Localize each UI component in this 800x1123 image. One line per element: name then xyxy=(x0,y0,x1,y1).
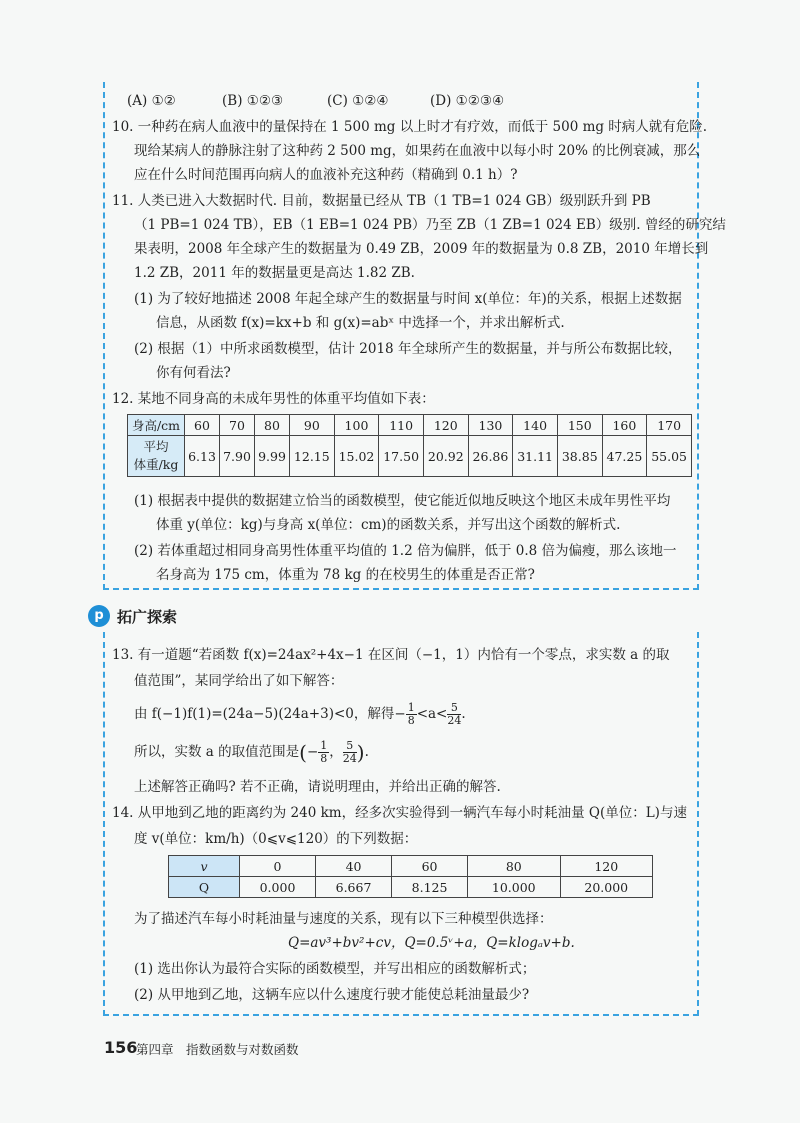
q-cell: 20.000 xyxy=(560,877,653,898)
q13-solution-line: 由 f(−1)f(1)=(24a−5)(24a+3)<0，解得− $\frac{1}{8}$ <a< $\frac{5}{24}$ . xyxy=(134,701,466,727)
table-row xyxy=(169,856,653,877)
height-cell: 170 xyxy=(647,415,692,436)
table-row xyxy=(128,415,692,436)
q13-range-line: 所以，实数 a 的取值范围是(− $\frac{1}{8}$ ， $\frac{5}{24}$ ). xyxy=(134,739,369,765)
q-cell: 0.000 xyxy=(240,877,316,898)
height-cell: 150 xyxy=(557,415,602,436)
weight-cell: 47.25 xyxy=(602,436,647,477)
height-cell: 80 xyxy=(255,415,290,436)
option-b: (B) ①②③ xyxy=(222,93,284,109)
q13-line: 上述解答正确吗? 若不正确，请说明理由，并给出正确的解答. xyxy=(134,779,501,795)
q14-line: 为了描述汽车每小时耗油量与速度的关系，现有以下三种模型供选择： xyxy=(134,911,553,927)
weight-cell: 26.86 xyxy=(468,436,513,477)
fraction xyxy=(447,702,461,727)
fuel-table xyxy=(168,855,653,898)
q10-line: 10. 一种药在病人血液中的量保持在 1 500 mg 以上时才有疗效，而低于 500 mg 时病人就有危险. xyxy=(112,119,708,135)
denominator: 24 xyxy=(447,714,462,727)
q11-sub: 你有何看法? xyxy=(156,365,231,381)
fraction xyxy=(318,740,329,765)
v-cell: 40 xyxy=(316,856,392,877)
option-d: (D) ①②③④ xyxy=(430,93,505,109)
fraction xyxy=(406,702,417,727)
height-cell: 100 xyxy=(334,415,379,436)
denominator: 8 xyxy=(407,714,415,727)
q12-sub: (1) 根据表中提供的数据建立恰当的函数模型，使它能近似地反映这个地区未成年男性平均 xyxy=(134,493,671,509)
q13-text: <a< xyxy=(416,706,448,722)
q14-models: Q=av³+bv²+cv，Q=0.5ᵛ+a，Q=klogₐv+b. xyxy=(288,935,575,951)
v-header: v xyxy=(169,856,240,877)
q11-line: 1.2 ZB，2011 年的数据量更是高达 1.82 ZB. xyxy=(134,265,415,281)
section-title: 拓广探索 xyxy=(117,608,178,626)
weight-cell: 12.15 xyxy=(290,436,335,477)
height-cell: 120 xyxy=(423,415,468,436)
weight-cell: 17.50 xyxy=(379,436,424,477)
q12-sub: 名身高为 175 cm，体重为 78 kg 的在校男生的体重是否正常? xyxy=(156,567,535,583)
q11-line: 11. 人类已进入大数据时代. 目前，数据量已经从 TB（1 TB=1 024 GB）级别跃升到 PB xyxy=(112,193,651,209)
q13-text: 由 f(−1)f(1)=(24a−5)(24a+3)<0，解得− xyxy=(134,706,406,722)
page-number: 156 xyxy=(104,1038,138,1057)
denominator: 24 xyxy=(342,752,357,765)
table-row xyxy=(128,436,692,477)
v-cell: 80 xyxy=(468,856,560,877)
q11-line: 果表明，2008 年全球产生的数据量为 0.49 ZB，2009 年的数据量为 0.8 ZB，2010 年增长到 xyxy=(134,241,709,257)
height-cell: 160 xyxy=(602,415,647,436)
q12-sub: (2) 若体重超过相同身高男性体重平均值的 1.2 倍为偏胖，低于 0.8 倍为偏瘦，那么该地一 xyxy=(134,543,677,559)
weight-cell: 38.85 xyxy=(557,436,602,477)
q12-sub: 体重 y(单位：kg)与身高 x(单位：cm)的函数关系，并写出这个函数的解析式. xyxy=(156,517,621,533)
option-a: (A) ①② xyxy=(127,93,176,109)
weight-cell: 9.99 xyxy=(255,436,290,477)
height-cell: 70 xyxy=(220,415,255,436)
q-header: Q xyxy=(169,877,240,898)
explore-icon: p xyxy=(88,605,110,627)
q14-sub: (2) 从甲地到乙地，这辆车应以什么速度行驶才能使总耗油量最少? xyxy=(134,987,530,1003)
option-c: (C) ①②④ xyxy=(327,93,389,109)
height-weight-table xyxy=(127,414,692,477)
q14-line: 度 v(单位：km/h)（0⩽v⩽120）的下列数据： xyxy=(134,831,418,847)
numerator: 5 xyxy=(447,702,461,715)
weight-cell: 6.13 xyxy=(185,436,220,477)
table-row xyxy=(169,877,653,898)
weight-header xyxy=(128,436,185,477)
weight-cell: 55.05 xyxy=(647,436,692,477)
v-cell: 60 xyxy=(392,856,468,877)
numerator: 1 xyxy=(407,701,415,714)
height-cell: 60 xyxy=(185,415,220,436)
v-cell: 0 xyxy=(240,856,316,877)
denominator: 8 xyxy=(320,752,328,765)
q-cell: 6.667 xyxy=(316,877,392,898)
weight-cell: 7.90 xyxy=(220,436,255,477)
q14-sub: (1) 选出你认为最符合实际的函数模型，并写出相应的函数解析式； xyxy=(134,961,536,977)
q11-line: （1 PB=1 024 TB），EB（1 EB=1 024 PB）乃至 ZB（1 ZB=1 024 EB）级别. 曾经的研究结 xyxy=(134,217,726,233)
height-cell: 130 xyxy=(468,415,513,436)
height-header: 身高/cm xyxy=(128,415,185,436)
q12-stem: 12. 某地不同身高的未成年男性的体重平均值如下表： xyxy=(112,391,435,407)
q13-line: 值范围”，某同学给出了如下解答： xyxy=(134,673,344,689)
q10-line: 现给某病人的静脉注射了这种药 2 500 mg，如果药在血液中以每小时 20% 的比例衰减，那么 xyxy=(134,143,701,159)
q11-sub: (1) 为了较好地描述 2008 年起全球产生的数据量与时间 x(单位：年)的关系，根据上述数据 xyxy=(134,291,682,307)
q13-line: 13. 有一道题“若函数 f(x)=24ax²+4x−1 在区间（−1，1）内恰有一个零点，求实数 a 的取 xyxy=(112,647,670,663)
numerator: 5 xyxy=(343,740,357,753)
weight-header-line: 平均 xyxy=(143,439,169,454)
height-cell: 90 xyxy=(290,415,335,436)
q13-text: 所以，实数 a 的取值范围是 xyxy=(134,744,300,760)
weight-cell: 15.02 xyxy=(334,436,379,477)
q-cell: 10.000 xyxy=(468,877,560,898)
weight-cell: 31.11 xyxy=(513,436,558,477)
v-cell: 120 xyxy=(560,856,653,877)
weight-cell: 20.92 xyxy=(423,436,468,477)
q-cell: 8.125 xyxy=(392,877,468,898)
height-cell: 110 xyxy=(379,415,424,436)
q11-sub: 信息，从函数 f(x)=kx+b 和 g(x)=abˣ 中选择一个，并求出解析式. xyxy=(156,315,565,331)
numerator: 1 xyxy=(320,739,328,752)
weight-header-line: 体重/kg xyxy=(133,457,179,472)
chapter-title: 第四章 指数函数与对数函数 xyxy=(136,1042,299,1057)
height-cell: 140 xyxy=(513,415,558,436)
q11-sub: (2) 根据（1）中所求函数模型，估计 2018 年全球所产生的数据量，并与所公布数据比较， xyxy=(134,341,682,357)
q10-line: 应在什么时间范围再向病人的血液补充这种药（精确到 0.1 h）? xyxy=(134,167,518,183)
fraction xyxy=(343,740,357,765)
q14-line: 14. 从甲地到乙地的距离约为 240 km，经多次实验得到一辆汽车每小时耗油量 Q(单位：L)与速 xyxy=(112,805,687,821)
